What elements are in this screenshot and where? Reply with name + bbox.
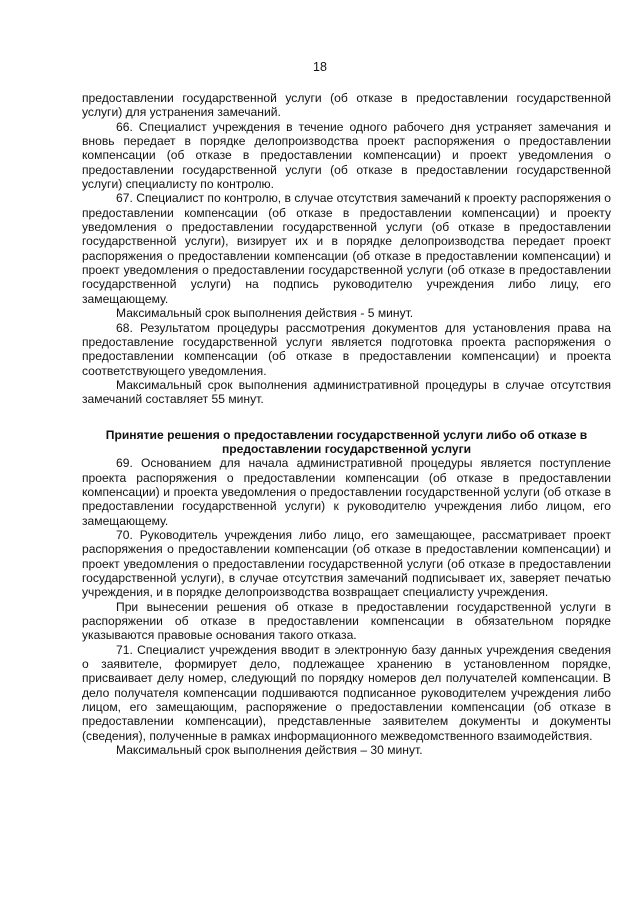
paragraph-68: 68. Результатом процедуры рассмотрения документов для установления права на предоставление государственной услуги является подготовка проекта распоряжения о предоставлении компенсации (об отказе в предоставлении компенсации) и проекта соответствующего уведомления. [82,320,611,378]
paragraph-70: 70. Руководитель учреждения либо лицо, его замещающее, рассматривает проект распоряжения о предоставлении компенсации (об отказе в предоставлении компенсации) и проект уведомления о предоставлении государственной услуги (об отказе в предоставлении государственной услуги), в случае отсутствия замечаний подписывает их, заверяет печатью учреждения, и в порядке делопроизводства возвращает специалисту учреждения. [82,527,611,600]
paragraph-71: 71. Специалист учреждения вводит в электронную базу данных учреждения сведения о заявителе, формирует дело, подлежащее хранению в установленном порядке, присваивает делу номер, следующий по порядку номеров дел получателей компенсации. В дело получателя компенсации подшиваются подписанное руководителем учреждения либо лицом, его замещающим, распоряжение о предоставлении компенсации (об отказе в предоставлении компенсации), представленные заявителем документы и документы (сведения), полученные в рамках информационного межведомственного взаимодействия. [82,642,611,743]
paragraph-refusal-grounds: При вынесении решения об отказе в предоставлении государственной услуги в распоряжении об отказе в предоставлении компенсации в обязательном порядке указываются правовые основания такого отказа. [82,599,611,643]
paragraph-max-time-55: Максимальный срок выполнения административной процедуры в случае отсутствия замечаний составляет 55 минут. [82,377,611,407]
page-number: 18 [313,60,327,74]
document-body [82,91,611,757]
paragraph-67: 67. Специалист по контролю, в случае отсутствия замечаний к проекту распоряжения о предоставлении компенсации (об отказе в предоставлении компенсации) и проекту уведомления о предоставлении государственной услуги (об отказе в предоставлении государственной услуги), визирует их и в порядке делопроизводства передает проект распоряжения о предоставлении компенсации (об отказе в предоставлении компенсации) и проект уведомления о предоставлении государственной услуги (об отказе в предоставлении государственной услуги) на подпись руководителю учреждения либо лицу, его замещающему. [82,191,611,306]
paragraph-continuation: предоставлении государственной услуги (об отказе в предоставлении государственной услуги) для устранения замечаний. [82,91,611,120]
paragraph-max-time-5: Максимальный срок выполнения действия - 5 минут. [116,306,414,321]
paragraph-69: 69. Основанием для начала административной процедуры является поступление проекта распоряжения о предоставлении компенсации (об отказе в предоставлении компенсации) и проекта уведомления о предоставлении государственной услуги (об отказе в предоставлении государственной услуги) к руководителю учреждения либо лицом, его замещающему. [82,456,611,528]
paragraph-max-time-30: Максимальный срок выполнения действия – 30 минут. [116,743,423,758]
paragraph-66: 66. Специалист учреждения в течение одного рабочего дня устраняет замечания и вновь передает в порядке делопроизводства проект распоряжения о предоставлении компенсации (об отказе в предоставлении компенсации) и проект уведомления о предоставлении государственной услуги (об отказе в предоставлении государственной услуги) специалисту по контролю. [82,119,611,192]
section-heading: Принятие решения о предоставлении государственной услуги либо об отказе в предоставлении государственной услуги [105,427,588,456]
